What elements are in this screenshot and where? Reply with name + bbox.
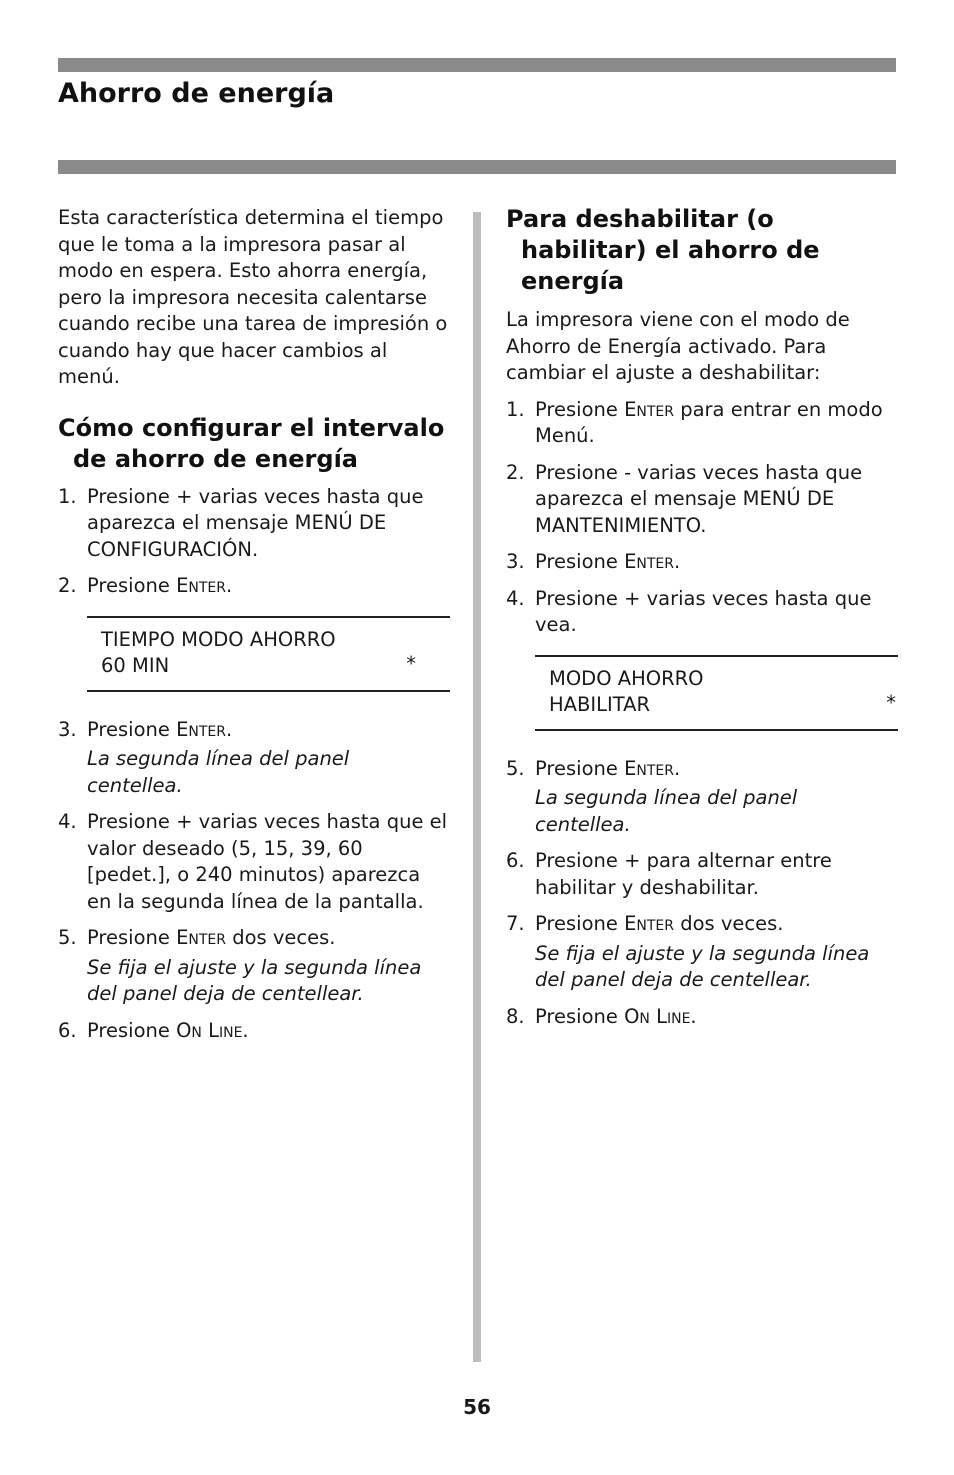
step-number: 4. xyxy=(506,586,525,610)
step-text: Presione xyxy=(535,550,625,573)
step-text-end: . xyxy=(251,537,259,561)
right-column xyxy=(506,205,898,1030)
step-text-end: . xyxy=(226,717,233,741)
step-text: Presione xyxy=(535,1004,625,1028)
step-item xyxy=(506,397,898,450)
step-text: Presione xyxy=(87,926,177,949)
intro-paragraph: Esta característica determina el tiempo que le toma a la impresora pasar al modo en espera. Esto ahorra energía, pero la impresora necesita calentarse cuando recibe una tarea de impresión o cuando hay que hacer cambios al menú. xyxy=(58,206,448,388)
page-number: 56 xyxy=(463,1395,491,1419)
step-number: 1. xyxy=(58,484,77,508)
display-asterisk: * xyxy=(886,691,896,714)
step-text: Presione + varias veces hasta que vea. xyxy=(535,586,872,636)
display-asterisk: * xyxy=(406,652,416,675)
step-item xyxy=(58,925,450,1008)
section-heading-configure: Cómo configurar el intervalo de ahorro de energía xyxy=(58,413,445,473)
step-item xyxy=(58,1018,450,1045)
step-text: Presione xyxy=(535,756,625,780)
step-note: Se fija el ajuste y la segunda línea del panel deja de centellear. xyxy=(87,955,422,1005)
step-number: 5. xyxy=(58,926,77,949)
key-name: Enter xyxy=(624,397,674,421)
key-name: On Line xyxy=(176,1018,243,1042)
step-text: Presione xyxy=(87,717,177,741)
page-title: Ahorro de energía xyxy=(58,78,335,109)
left-column xyxy=(58,205,450,1044)
step-item xyxy=(506,586,898,639)
step-text-end: . xyxy=(690,1004,697,1028)
display-line-1: MODO AHORRO xyxy=(549,666,704,690)
step-text: Presione - varias veces hasta que aparezca el mensaje xyxy=(535,460,863,510)
step-item xyxy=(58,717,450,800)
section-heading-disable: Para deshabilitar (o habilitar) el ahorro de energía xyxy=(506,205,820,295)
step-text: Presione xyxy=(535,912,625,935)
step-text-end: . xyxy=(700,513,707,537)
step-number: 2. xyxy=(58,574,77,597)
key-name: Enter xyxy=(624,550,674,573)
step-number: 3. xyxy=(58,717,77,741)
step-text-end: dos veces. xyxy=(226,926,336,949)
step-number: 3. xyxy=(506,550,525,573)
step-number: 6. xyxy=(506,849,525,872)
key-name: On Line xyxy=(624,1004,691,1028)
step-item xyxy=(58,484,450,564)
key-name: Enter xyxy=(176,717,226,741)
step-item xyxy=(506,848,898,901)
intro-paragraph: La impresora viene con el modo de Ahorro de Energía activado. Para cambiar el ajuste a deshabilitar: xyxy=(506,308,850,384)
step-text-end: para entrar en modo Menú. xyxy=(535,397,883,447)
step-text-end: . xyxy=(242,1018,249,1042)
display-line-1: TIEMPO MODO AHORRO xyxy=(101,627,336,651)
step-item xyxy=(506,1004,898,1031)
step-text-end: . xyxy=(674,756,681,780)
lcd-display-box xyxy=(87,616,450,692)
step-text: Presione + varias veces hasta que aparezca el mensaje xyxy=(87,484,424,534)
display-line-2: HABILITAR xyxy=(549,693,651,716)
step-item xyxy=(506,756,898,839)
column-divider xyxy=(473,212,481,1362)
step-note: La segunda línea del panel centellea. xyxy=(535,786,798,836)
key-name: Enter xyxy=(624,912,674,935)
step-item xyxy=(506,460,898,540)
step-number: 6. xyxy=(58,1018,77,1042)
step-number: 1. xyxy=(506,397,525,421)
step-text-end: . xyxy=(674,550,681,573)
step-number: 2. xyxy=(506,460,525,484)
step-note: La segunda línea del panel centellea. xyxy=(87,747,350,797)
step-item xyxy=(58,573,450,600)
step-note: Se fija el ajuste y la segunda línea del panel deja de centellear. xyxy=(535,941,870,991)
step-item xyxy=(58,809,450,915)
key-name: Enter xyxy=(176,926,226,949)
top-rule xyxy=(58,58,896,72)
step-number: 7. xyxy=(506,912,525,935)
step-number: 4. xyxy=(58,810,77,833)
key-name: Enter xyxy=(176,574,226,597)
key-name: Enter xyxy=(624,756,674,780)
step-item xyxy=(506,911,898,994)
step-text-end: . xyxy=(226,574,233,597)
display-line-2: 60 MIN xyxy=(101,654,170,677)
step-number: 8. xyxy=(506,1004,525,1028)
step-text: Presione + varias veces hasta que el valor deseado (5, 15, 39, 60 [pedet.], o 240 minutos) aparezca en la segunda línea de la pantalla. xyxy=(87,810,448,913)
step-text: Presione xyxy=(87,1018,177,1042)
title-rule xyxy=(58,160,896,174)
menu-message: MENÚ DE MANTENIMIENTO xyxy=(535,487,835,537)
step-text-end: dos veces. xyxy=(674,912,784,935)
menu-message: MENÚ DE CONFIGURACIÓN xyxy=(87,511,387,561)
step-text: Presione xyxy=(87,574,177,597)
step-number: 5. xyxy=(506,756,525,780)
step-text: Presione xyxy=(535,397,625,421)
lcd-display-box xyxy=(535,655,898,731)
step-item xyxy=(506,549,898,576)
step-text: Presione + para alternar entre habilitar y deshabilitar. xyxy=(535,849,832,899)
